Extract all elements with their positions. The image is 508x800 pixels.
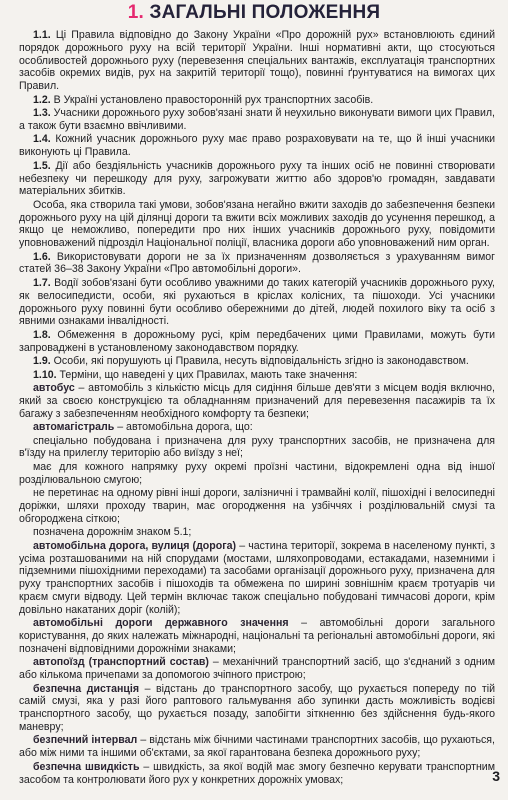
paragraph-text: Особа, яка створила такі умови, зобов'язана негайно вжити заходів до забезпечення безпеки дорожнього руху на цій ділянці дороги та вжити всіх можливих заходів до усунення перешкод, а якщо це неможливо, попередити про них інших учасників дорожнього руху, повідомити уповноважений підрозділ Національної поліції, власника дороги або уповноважений ним орган. <box>19 198 495 250</box>
paragraph <box>19 277 495 328</box>
paragraph-text: Водії зобов'язані бути особливо уважними до таких категорій учасників дорожнього руху, як велосипедисти, особи, які рухаються в кріслах колісних, та пішоходи. Усі учасники дорожнього руху повинні бути особливо обережними до дітей, людей похилого віку та осіб з явними ознаками інвалідності. <box>19 276 495 328</box>
paragraph-text: – частина території, зокрема в населеному пункті, з усіма розташованими на ній спорудами (мостами, шляхопроводами, естакадами, наземними і підземними пішохідними переходами) та засобами організації дорожнього руху, призначена для руху транспортних засобів і пішоходів та обмежена по ширині зовнішнім краєм тротуарів чи краєм смуги відводу. Цей термін включає також спеціально побудовані тимчасові дороги, крім довільно накатаних доріг (колій); <box>19 539 496 616</box>
term-definition <box>19 382 495 420</box>
paragraph <box>19 461 495 487</box>
paragraph-number: 1.8. <box>33 328 51 341</box>
paragraph <box>19 487 495 525</box>
paragraph-text: – швидкість, за якої водій має змогу безпечно керувати транспортним засобом та контролювати його рух у конкретних дорожніх умовах; <box>19 760 496 786</box>
paragraph-number: 1.5. <box>33 159 51 172</box>
paragraph <box>19 526 495 539</box>
paragraph-text: В Україні установлено правосторонній рух транспортних засобів. <box>50 93 374 106</box>
body-text <box>19 29 495 787</box>
term-name: автомобільні дороги державного значення <box>33 617 289 630</box>
paragraph <box>19 435 495 461</box>
section-heading <box>0 2 508 24</box>
paragraph-text: – відстань між бічними частинами транспортних засобів, що рухаються, або між ними та іншими об'єктами, за якої гарантована безпека дорожнього руху; <box>19 734 495 760</box>
term-definition <box>19 540 495 617</box>
paragraph-text: – автомобіль з кількістю місць для сидіння більше дев'яти з місцем водія включно, який за своєю конструкцією та обладнанням призначений для перевезення пасажирів та їх багажу з забезпеченням необхідного комфорту та безпеки; <box>19 382 495 420</box>
term-name: автомагістраль <box>33 421 115 434</box>
paragraph-number: 1.4. <box>33 133 51 146</box>
term-name: безпечний інтервал <box>33 734 138 747</box>
paragraph-text: – автомобільна дорога, що: <box>114 421 253 434</box>
term-name: автобус <box>33 382 75 395</box>
paragraph-number: 1.9. <box>33 355 51 368</box>
term-definition <box>19 683 495 734</box>
paragraph-number: 1.6. <box>33 250 51 263</box>
paragraph <box>19 107 495 133</box>
paragraph <box>19 199 495 250</box>
paragraph-text: Дії або бездіяльність учасників дорожнього руху та інших осіб не повинні створювати небезпеку чи перешкоду для руху, загрожувати життю або здоров'ю громадян, завдавати матеріальних збитків. <box>19 159 495 198</box>
paragraph <box>19 251 495 277</box>
term-definition <box>19 761 495 787</box>
paragraph-text: Особи, які порушують ці Правила, несуть відповідальність згідно із законодавством. <box>50 355 469 368</box>
paragraph-text: – відстань до транспортного засобу, що рухається попереду по тій самій смузі, яка у разі його раптового гальмування або зупинки дасть можливість водієві транспортного засобу, що рухається позаду, запобігти зіткненню без здійснення будь-якого маневру; <box>19 682 495 733</box>
paragraph-text: не перетинає на одному рівні інші дороги, залізничні і трамвайні колії, пішохідні і велосипедні доріжки, шляхи проходу тварин, має огородження на узбіччях і розділювальній смузі та обгороджена сіткою; <box>19 487 495 525</box>
paragraph <box>19 133 495 159</box>
paragraph-number: 1.3. <box>33 107 51 120</box>
term-name: безпечна швидкість <box>33 760 140 773</box>
paragraph-text: Учасники дорожнього руху зобов'язані знати й неухильно виконувати вимоги цих Правил, а також бути взаємно ввічливими. <box>19 107 495 132</box>
paragraph-text: – автомобільні дороги загального користування, до яких належать міжнародні, національні та регіональні автомобільні дороги, які позначені відповідними дорожніми знаками; <box>19 617 495 655</box>
paragraph <box>19 160 495 198</box>
paragraph <box>19 29 495 93</box>
term-name: автомобільна дорога, вулиця (дорога) <box>33 539 237 552</box>
paragraph-text: має для кожного напрямку руху окремі проїзні частини, відокремлені одна від іншої розділювальною смугою; <box>19 460 495 486</box>
paragraph-text: – механічний транспортний засіб, що з'єднаний з одним або кількома причепами за допомогою зчіпного пристрою; <box>19 656 495 682</box>
paragraph-number: 1.10. <box>33 368 57 381</box>
term-definition <box>19 421 495 434</box>
term-name: безпечна дистанція <box>33 682 139 695</box>
term-name: автопоїзд (транспортний состав) <box>33 656 209 669</box>
section-title: ЗАГАЛЬНІ ПОЛОЖЕННЯ <box>149 2 381 23</box>
paragraph-text: Терміни, що наведені у цих Правилах, мають таке значення: <box>56 368 358 381</box>
section-number: 1. <box>127 2 144 23</box>
paragraph-text: Обмеження в дорожньому русі, крім передбачених цими Правилами, можуть бути запроваджені в установленому законодавством порядку. <box>19 328 495 354</box>
page-number: 3 <box>492 768 500 784</box>
paragraph-number: 1.1. <box>33 29 51 41</box>
paragraph-number: 1.2. <box>33 93 51 106</box>
paragraph <box>19 329 495 355</box>
paragraph-text: Кожний учасник дорожнього руху має право розраховувати на те, що й інші учасники виконують ці Правила. <box>19 133 495 159</box>
term-definition <box>19 656 495 682</box>
paragraph <box>19 94 495 107</box>
paragraph-text: спеціально побудована і призначена для руху транспортних засобів, не призначена для в'їзду на прилеглу територію або виїзду з неї; <box>19 434 495 460</box>
term-definition <box>19 617 495 655</box>
paragraph <box>19 369 495 382</box>
paragraph-text: Використовувати дороги не за їх призначенням дозволяється з урахуванням вимог статей 36–38 Закону України «Про автомобільні дороги». <box>19 250 495 276</box>
paragraph <box>19 355 495 368</box>
paragraph-text: Ці Правила відповідно до Закону України «Про дорожній рух» встановлюють єдиний порядок дорожнього руху на всій території України. Інші нормативні акти, що стосуються особливостей дорожнього руху (перевезення спеціальних вантажів, експлуатація транспортних засобів окремих видів, рух на закритій території тощо), повинні ґрунтуватися на вимогах цих Правил. <box>19 29 495 93</box>
term-definition <box>19 734 495 760</box>
paragraph-number: 1.7. <box>33 276 51 289</box>
paragraph-text: позначена дорожнім знаком 5.1; <box>33 526 192 539</box>
